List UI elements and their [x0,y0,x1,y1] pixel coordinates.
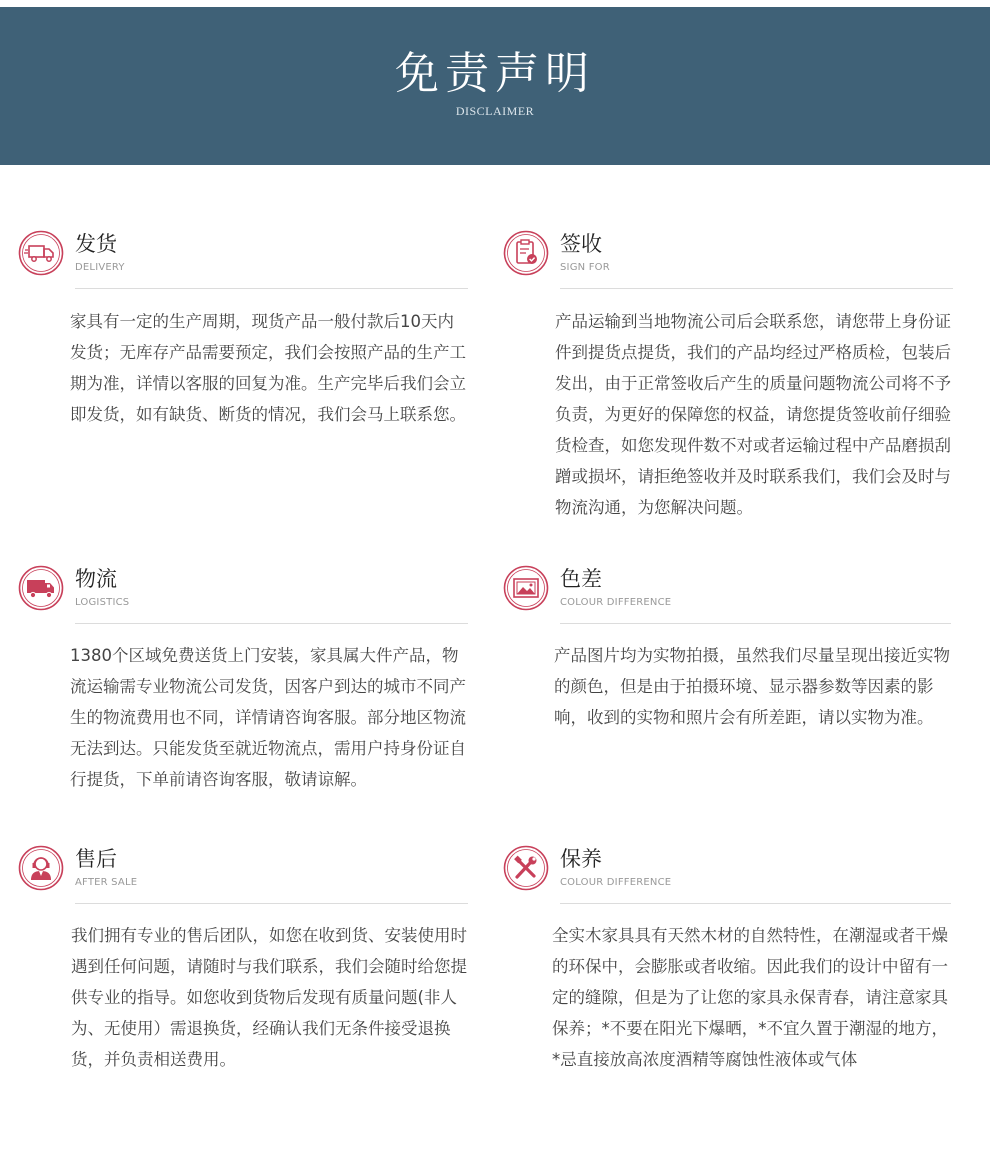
section-title: 物流 [75,567,117,591]
section-text: 家具有一定的生产周期，现货产品一般付款后10天内发货；无库存产品需要预定，我们会按照产品的生产工期为准，详情以客服的回复为准。生产完毕后我们会立即发货，如有缺货、断货的情况，我们会马上联系您。 [70,312,466,424]
section-subtitle: SIGN FOR [560,262,610,273]
customer-service-icon [18,845,62,889]
section-after-sale [18,845,488,1075]
section-maintenance [503,845,963,1085]
section-divider [75,623,468,624]
section-subtitle: AFTER SALE [75,877,138,888]
clipboard-check-icon [503,230,547,274]
section-subtitle: COLOUR DIFFERENCE [560,597,672,608]
section-divider [75,903,468,904]
section-divider [560,288,953,289]
section-title: 色差 [560,567,602,591]
section-subtitle: DELIVERY [75,262,125,273]
delivery-truck-icon [18,230,62,274]
section-title: 发货 [75,232,117,256]
section-title: 签收 [560,232,602,256]
section-title: 保养 [560,847,602,871]
section-text: 1380个区域免费送货上门安装，家具属大件产品，物流运输需专业物流公司发货，因客户到达的城市不同产生的物流费用也不同，详情请咨询客服。部分地区物流无法到达。只能发货至就近物流点，需用户持身份证自行提货，下单前请咨询客服，敬请谅解。 [70,646,466,789]
section-divider [560,903,951,904]
section-subtitle: LOGISTICS [75,597,130,608]
header-banner [0,7,990,165]
section-text: 产品图片均为实物拍摄，虽然我们尽量呈现出接近实物的颜色，但是由于拍摄环境、显示器参数等因素的影响，收到的实物和照片会有所差距，请以实物为准。 [554,646,950,727]
section-divider [75,288,468,289]
section-text: 产品运输到当地物流公司后会联系您，请您带上身份证件到提货点提货，我们的产品均经过严格质检，包装后发出，由于正常签收后产生的质量问题物流公司将不予负责，为更好的保障您的权益，请您提货签收前仔细验货检查，如您发现件数不对或者运输过程中产品磨损刮蹭或损坏，请拒绝签收并及时联系我们，我们会及时与物流沟通，为您解决问题。 [555,312,951,517]
section-text: 全实木家具具有天然木材的自然特性，在潮湿或者干燥的环保中，会膨胀或者收缩。因此我们的设计中留有一定的缝隙，但是为了让您的家具永保青春，请注意家具保养；*不要在阳光下爆晒，*不宜久置于潮湿的地方，*忌直接放高浓度酒精等腐蚀性液体或气体 [552,926,948,1069]
picture-icon [503,565,547,609]
page-title: 免责声明 [395,48,595,99]
section-text: 我们拥有专业的售后团队，如您在收到货、安装使用时遇到任何问题，请随时与我们联系，我们会随时给您提供专业的指导。如您收到货物后发现有质量问题(非人为、无使用）需退换货，经确认我们无条件接受退换货，并负责相送费用。 [71,926,467,1069]
section-divider [560,623,951,624]
truck-icon [18,565,62,609]
page-subtitle: DISCLAIMER [455,104,535,118]
section-logistics [18,565,478,805]
section-delivery [18,230,478,480]
tools-icon [503,845,547,889]
section-title: 售后 [75,847,117,871]
section-sign-for [503,230,963,530]
section-subtitle: COLOUR DIFFERENCE [560,877,672,888]
section-colour-difference [503,565,983,765]
